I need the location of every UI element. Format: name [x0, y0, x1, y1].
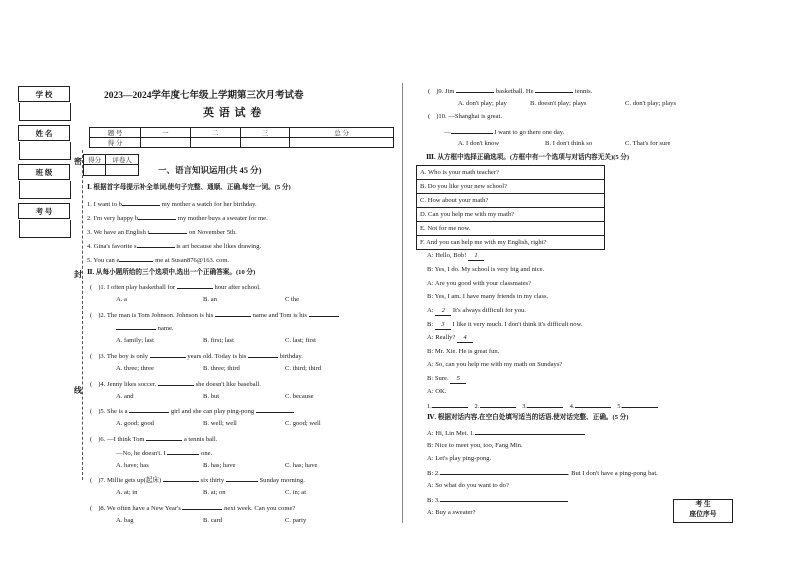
seal-line	[82, 150, 83, 480]
part3-title: Ⅲ. 从方框中选择正确选项。(方框中有一个选项与对话内容无关)(5 分)	[426, 154, 630, 161]
mcq-2-opt-c[interactable]: C. last; first	[285, 337, 316, 344]
p4-line-6: B: 3.	[427, 494, 568, 505]
mcq-7-opt-a[interactable]: A. at; in	[116, 489, 138, 496]
grader-table	[83, 154, 139, 176]
mcq-8-opt-a[interactable]: A. bag	[116, 517, 134, 524]
grader-cell[interactable]	[106, 165, 139, 176]
option-d: D. Can you help me with my math?	[417, 208, 604, 222]
dialog-blank[interactable]: 1	[468, 251, 484, 261]
score-table-header: 总 分	[290, 128, 394, 138]
score-table-header: 一	[141, 128, 191, 138]
p4-line-3: A: Let's play ping-pong.	[427, 455, 492, 462]
answer-row: 1. 2. 3. 4. 5.	[427, 400, 658, 411]
options-box	[416, 165, 605, 250]
dialog-line-3: A: Are you good with your classmates?	[427, 280, 532, 287]
blank[interactable]	[182, 502, 222, 510]
seat-label-1: 考 生	[695, 501, 711, 508]
blank[interactable]	[150, 350, 186, 358]
blank[interactable]	[440, 467, 568, 475]
part2-title: Ⅱ. 从每小题所给的三个选项中,选出一个正确答案。(10 分)	[87, 269, 256, 276]
answer-blank[interactable]	[575, 400, 611, 408]
score-table-header: 二	[190, 128, 240, 138]
grader-score-cell[interactable]	[84, 165, 106, 176]
name-field[interactable]	[19, 142, 71, 160]
mcq-6-opt-b[interactable]: B. has; have	[203, 462, 236, 469]
dialog-line-2: B: Yes, I do. My school is very big and nice.	[427, 266, 545, 273]
mcq-2-opt-b[interactable]: B. first; last	[203, 337, 234, 344]
blank[interactable]	[451, 126, 493, 134]
mcq-8-opt-b[interactable]: B. card	[203, 517, 223, 524]
mcq-10-opt-b[interactable]: B. I don't think so	[545, 140, 593, 147]
school-label-box	[18, 86, 70, 102]
blank[interactable]	[149, 226, 187, 234]
column-divider	[402, 83, 403, 523]
mcq-6-opt-a[interactable]: A. have; has	[116, 462, 149, 469]
score-cell[interactable]	[290, 138, 394, 148]
answer-blank[interactable]	[480, 400, 516, 408]
class-label: 班 级	[35, 168, 53, 177]
mcq-4-opt-c[interactable]: C. because	[285, 393, 314, 400]
mcq-1-opt-a[interactable]: A. a	[116, 296, 127, 303]
score-table-header: 三	[240, 128, 290, 138]
mcq-6-line2: —No, he doesn't. I one.	[116, 447, 212, 458]
class-field[interactable]	[19, 181, 71, 199]
blank[interactable]	[535, 85, 573, 93]
part4-title: Ⅳ. 根据对话内容,在空白处填写适当的话语,使对话完整、正确。(5 分)	[427, 414, 629, 421]
p1-item-5: 5. You can e me at Susan876@163. com.	[87, 254, 229, 265]
blank[interactable]	[167, 447, 199, 455]
school-field[interactable]	[19, 103, 71, 121]
mcq-1: ( )1. I often play basketball for hour after school.	[90, 281, 261, 292]
p4-line-4: B: 2. . But I don't have a ping-pong bat.	[427, 467, 658, 478]
dialog-line-10: B: Sure. 5	[427, 374, 466, 384]
grader-label: 评卷人	[106, 155, 139, 165]
seal-char-xian: 线	[74, 386, 82, 395]
grader-score-label: 得分	[84, 155, 106, 165]
answer-blank[interactable]	[527, 400, 563, 408]
p1-item-2: 2. I'm very happy b my mother buys a sweater for me.	[87, 212, 268, 223]
p4-line-7: A: Buy a sweater?	[427, 509, 476, 516]
score-cell[interactable]	[240, 138, 290, 148]
mcq-4-opt-b[interactable]: B. but	[203, 393, 220, 400]
answer-blank[interactable]	[432, 400, 468, 408]
p4-line-1: A: Hi, Lin Mei. 1.	[427, 427, 585, 438]
seal-char-mi: 密	[74, 157, 82, 166]
mcq-10-line2: — I want to go there one day.	[444, 126, 564, 137]
blank[interactable]	[256, 405, 294, 413]
exam-number-field[interactable]	[19, 220, 71, 238]
score-table-header: 题 号	[90, 128, 141, 138]
blank[interactable]	[122, 198, 160, 206]
exam-number-label-box	[18, 203, 70, 219]
dialog-line-6: B: 3 I like it very much. I don't think it's difficult now.	[427, 321, 583, 328]
dialog-line-5: A: 2 It's always difficult for you.	[427, 307, 526, 314]
answer-blank[interactable]	[622, 400, 658, 408]
blank[interactable]	[440, 494, 568, 502]
mcq-9: ( )9. Jim basketball. He tennis.	[428, 85, 592, 96]
mcq-6-opt-c[interactable]: C. has; have	[285, 462, 318, 469]
score-cell[interactable]	[190, 138, 240, 148]
mcq-4: ( )4. Jenny likes soccer. she doesn't like baseball.	[90, 378, 261, 389]
seat-number-box[interactable]	[673, 499, 733, 523]
mcq-1-opt-c[interactable]: C the	[285, 296, 300, 303]
part1-title: Ⅰ. 根据首字母提示补全单词,使句子完整、通顺、正确,每空一词。(5 分)	[87, 184, 291, 191]
seal-char-feng: 封	[74, 270, 82, 279]
dialog-blank[interactable]: 2	[435, 306, 451, 316]
exam-number-label: 考 号	[35, 207, 53, 216]
mcq-3-opt-b[interactable]: B. three; third	[203, 365, 240, 372]
score-row-label: 得 分	[90, 138, 141, 148]
dialog-blank[interactable]: 3	[435, 320, 451, 330]
dialog-blank[interactable]: 4	[457, 333, 473, 343]
mcq-10-opt-c[interactable]: C. That's for sure	[625, 140, 671, 147]
mcq-5-opt-b[interactable]: B. well; well	[203, 420, 237, 427]
exam-subtitle: 英 语 试 卷	[203, 107, 263, 119]
blank[interactable]	[309, 309, 339, 317]
mcq-10-opt-a[interactable]: A. I don't know	[458, 140, 500, 147]
mcq-7: ( )7. Millie gets up(起床) six thirty Sunday morning.	[90, 474, 305, 485]
option-e: E. Not for me now.	[417, 222, 604, 236]
blank[interactable]	[475, 427, 585, 435]
mcq-2-cont: name.	[116, 322, 174, 333]
mcq-2-opt-a[interactable]: A. family; last	[116, 337, 154, 344]
dialog-line-11: A: OK.	[427, 388, 447, 395]
blank[interactable]	[177, 281, 213, 289]
mcq-3-opt-c[interactable]: C. third; third	[285, 365, 322, 372]
blank[interactable]	[226, 474, 258, 482]
dialog-line-8: B: Mr. Xie. He is great fun.	[427, 348, 500, 355]
score-cell[interactable]	[141, 138, 191, 148]
option-b: B. Do you like your new school?	[417, 180, 604, 194]
section1-title: 一、语言知识运用(共 45 分)	[158, 165, 262, 175]
name-label-box	[18, 125, 70, 141]
blank[interactable]	[248, 350, 278, 358]
mcq-5: ( )5. She is a girl and she can play ping-pong	[90, 405, 294, 416]
blank[interactable]	[158, 378, 194, 386]
option-f: F. And you can help me with my English, right?	[420, 239, 547, 246]
p1-item-4: 4. Gina's favorite s is art because she likes drawing.	[87, 240, 261, 251]
blank[interactable]	[129, 405, 169, 413]
p1-item-1: 1. I want to b my mother a watch for her birthday.	[87, 198, 257, 209]
blank[interactable]	[146, 433, 182, 441]
p4-line-5: A: So what do you want to do?	[427, 482, 509, 489]
mcq-9-opt-b[interactable]: B. doesn't play; plays	[530, 100, 587, 107]
mcq-10: ( )10. —Shanghai is great.	[428, 113, 502, 120]
mcq-8-opt-c[interactable]: C. party	[285, 517, 307, 524]
mcq-8: ( )8. We often have a New Year's next week. Can you come?	[90, 502, 295, 513]
dialog-blank[interactable]: 5	[450, 374, 466, 384]
mcq-5-opt-a[interactable]: A. good; good	[116, 420, 154, 427]
blank[interactable]	[138, 212, 176, 220]
mcq-6: ( )6. —I think Tom a tennis ball.	[90, 433, 217, 444]
exam-title: 2023—2024学年度七年级上学期第三次月考试卷	[104, 91, 304, 101]
mcq-4-opt-a[interactable]: A. and	[116, 393, 134, 400]
mcq-2: ( )2. The man is Tom Johnson. Johnson is his name and Tom is his	[90, 309, 339, 320]
score-table	[89, 127, 394, 148]
mcq-3-opt-a[interactable]: A. three; three	[116, 365, 154, 372]
dialog-line-4: B: Yes, I am. I have many friends in my class.	[427, 293, 549, 300]
mcq-9-opt-a[interactable]: A. don't play; play	[458, 100, 507, 107]
mcq-7-opt-b[interactable]: B. at; on	[203, 489, 226, 496]
blank[interactable]	[137, 240, 175, 248]
blank[interactable]	[215, 309, 251, 317]
option-c: C. How about your math?	[417, 194, 604, 208]
p1-item-3: 3. We have an English t on November 5th.	[87, 226, 237, 237]
name-label: 姓 名	[35, 129, 53, 138]
dialog-line-9: A: So, can you help me with my math on Sundays?	[427, 361, 563, 368]
class-label-box	[18, 164, 70, 180]
seat-label-2: 座位序号	[689, 511, 717, 518]
mcq-5-opt-c[interactable]: C. good; well	[285, 420, 321, 427]
p4-line-2: B: Nice to meet you, too, Fang Min.	[427, 442, 523, 449]
blank[interactable]	[163, 474, 199, 482]
mcq-7-opt-c[interactable]: C. in; at	[285, 489, 307, 496]
dialog-line-7: A: Really? 4	[427, 333, 473, 343]
blank[interactable]	[119, 254, 153, 262]
mcq-3: ( )3. The boy is only years old. Today is his birthday.	[90, 350, 303, 361]
school-label: 学 校	[35, 90, 53, 99]
mcq-1-opt-b[interactable]: B. an	[203, 296, 217, 303]
mcq-9-opt-c[interactable]: C. don't play; plays	[625, 100, 677, 107]
blank[interactable]	[116, 322, 156, 330]
option-a: A. Who is your math teacher?	[417, 166, 604, 180]
dialog-line-1: A: Hello, Bob! 1	[427, 251, 484, 261]
blank[interactable]	[456, 85, 494, 93]
